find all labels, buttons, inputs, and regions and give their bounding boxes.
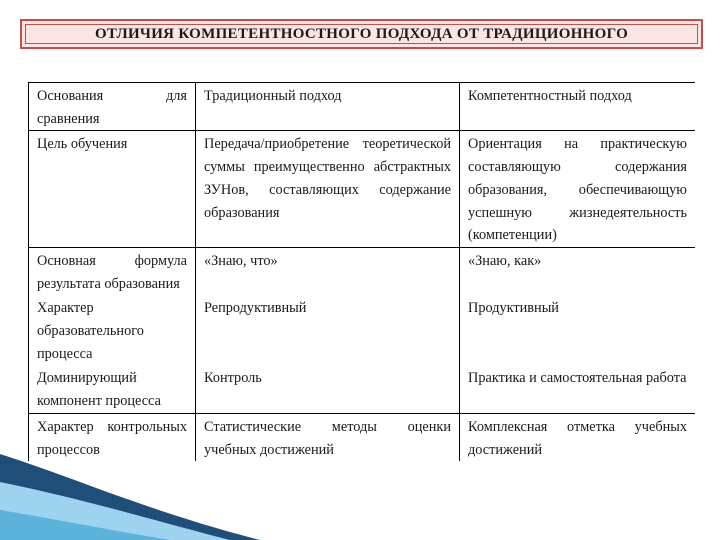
row-label: Характер контрольных процессов bbox=[29, 413, 196, 461]
competence-cell: Ориентация на практическую составляющую содержания образования, обеспечивающую успешную жизнедеятельность (компетенции) bbox=[460, 131, 696, 248]
row-label: Цель обучения bbox=[29, 131, 196, 248]
table-row bbox=[29, 365, 696, 413]
competence-cell: Практика и самостоятельная работа bbox=[460, 365, 696, 413]
traditional-cell: Репродуктивный bbox=[196, 295, 460, 365]
traditional-cell: «Знаю, что» bbox=[196, 247, 460, 295]
traditional-cell: Статистические методы оценки учебных достижений bbox=[196, 413, 460, 461]
comparison-table-container bbox=[28, 82, 695, 490]
table-row bbox=[29, 131, 696, 248]
table-row bbox=[29, 295, 696, 365]
competence-cell: «Знаю, как» bbox=[460, 247, 696, 295]
comparison-table bbox=[28, 82, 695, 461]
row-label: Доминирующий компонент процесса bbox=[29, 365, 196, 413]
competence-cell: Комплексная отметка учебных достижений bbox=[460, 413, 696, 461]
table-header-row bbox=[29, 83, 696, 131]
header-cell-basis: Основания для сравнения bbox=[29, 83, 196, 131]
header-cell-traditional: Традиционный подход bbox=[196, 83, 460, 131]
header-cell-competence: Компетентностный подход bbox=[460, 83, 696, 131]
row-label: Характер образовательного процесса bbox=[29, 295, 196, 365]
page-title: ОТЛИЧИЯ КОМПЕТЕНТНОСТНОГО ПОДХОДА ОТ ТРАДИЦИОННОГО bbox=[25, 24, 698, 44]
table-row bbox=[29, 247, 696, 295]
corner-swoosh-decoration bbox=[0, 440, 260, 540]
row-label: Основная формула результата образования bbox=[29, 247, 196, 295]
traditional-cell: Контроль bbox=[196, 365, 460, 413]
title-box bbox=[20, 19, 703, 49]
traditional-cell: Передача/приобретение теоретической суммы преимущественно абстрактных ЗУНов, составляющих содержание образования bbox=[196, 131, 460, 248]
competence-cell: Продуктивный bbox=[460, 295, 696, 365]
